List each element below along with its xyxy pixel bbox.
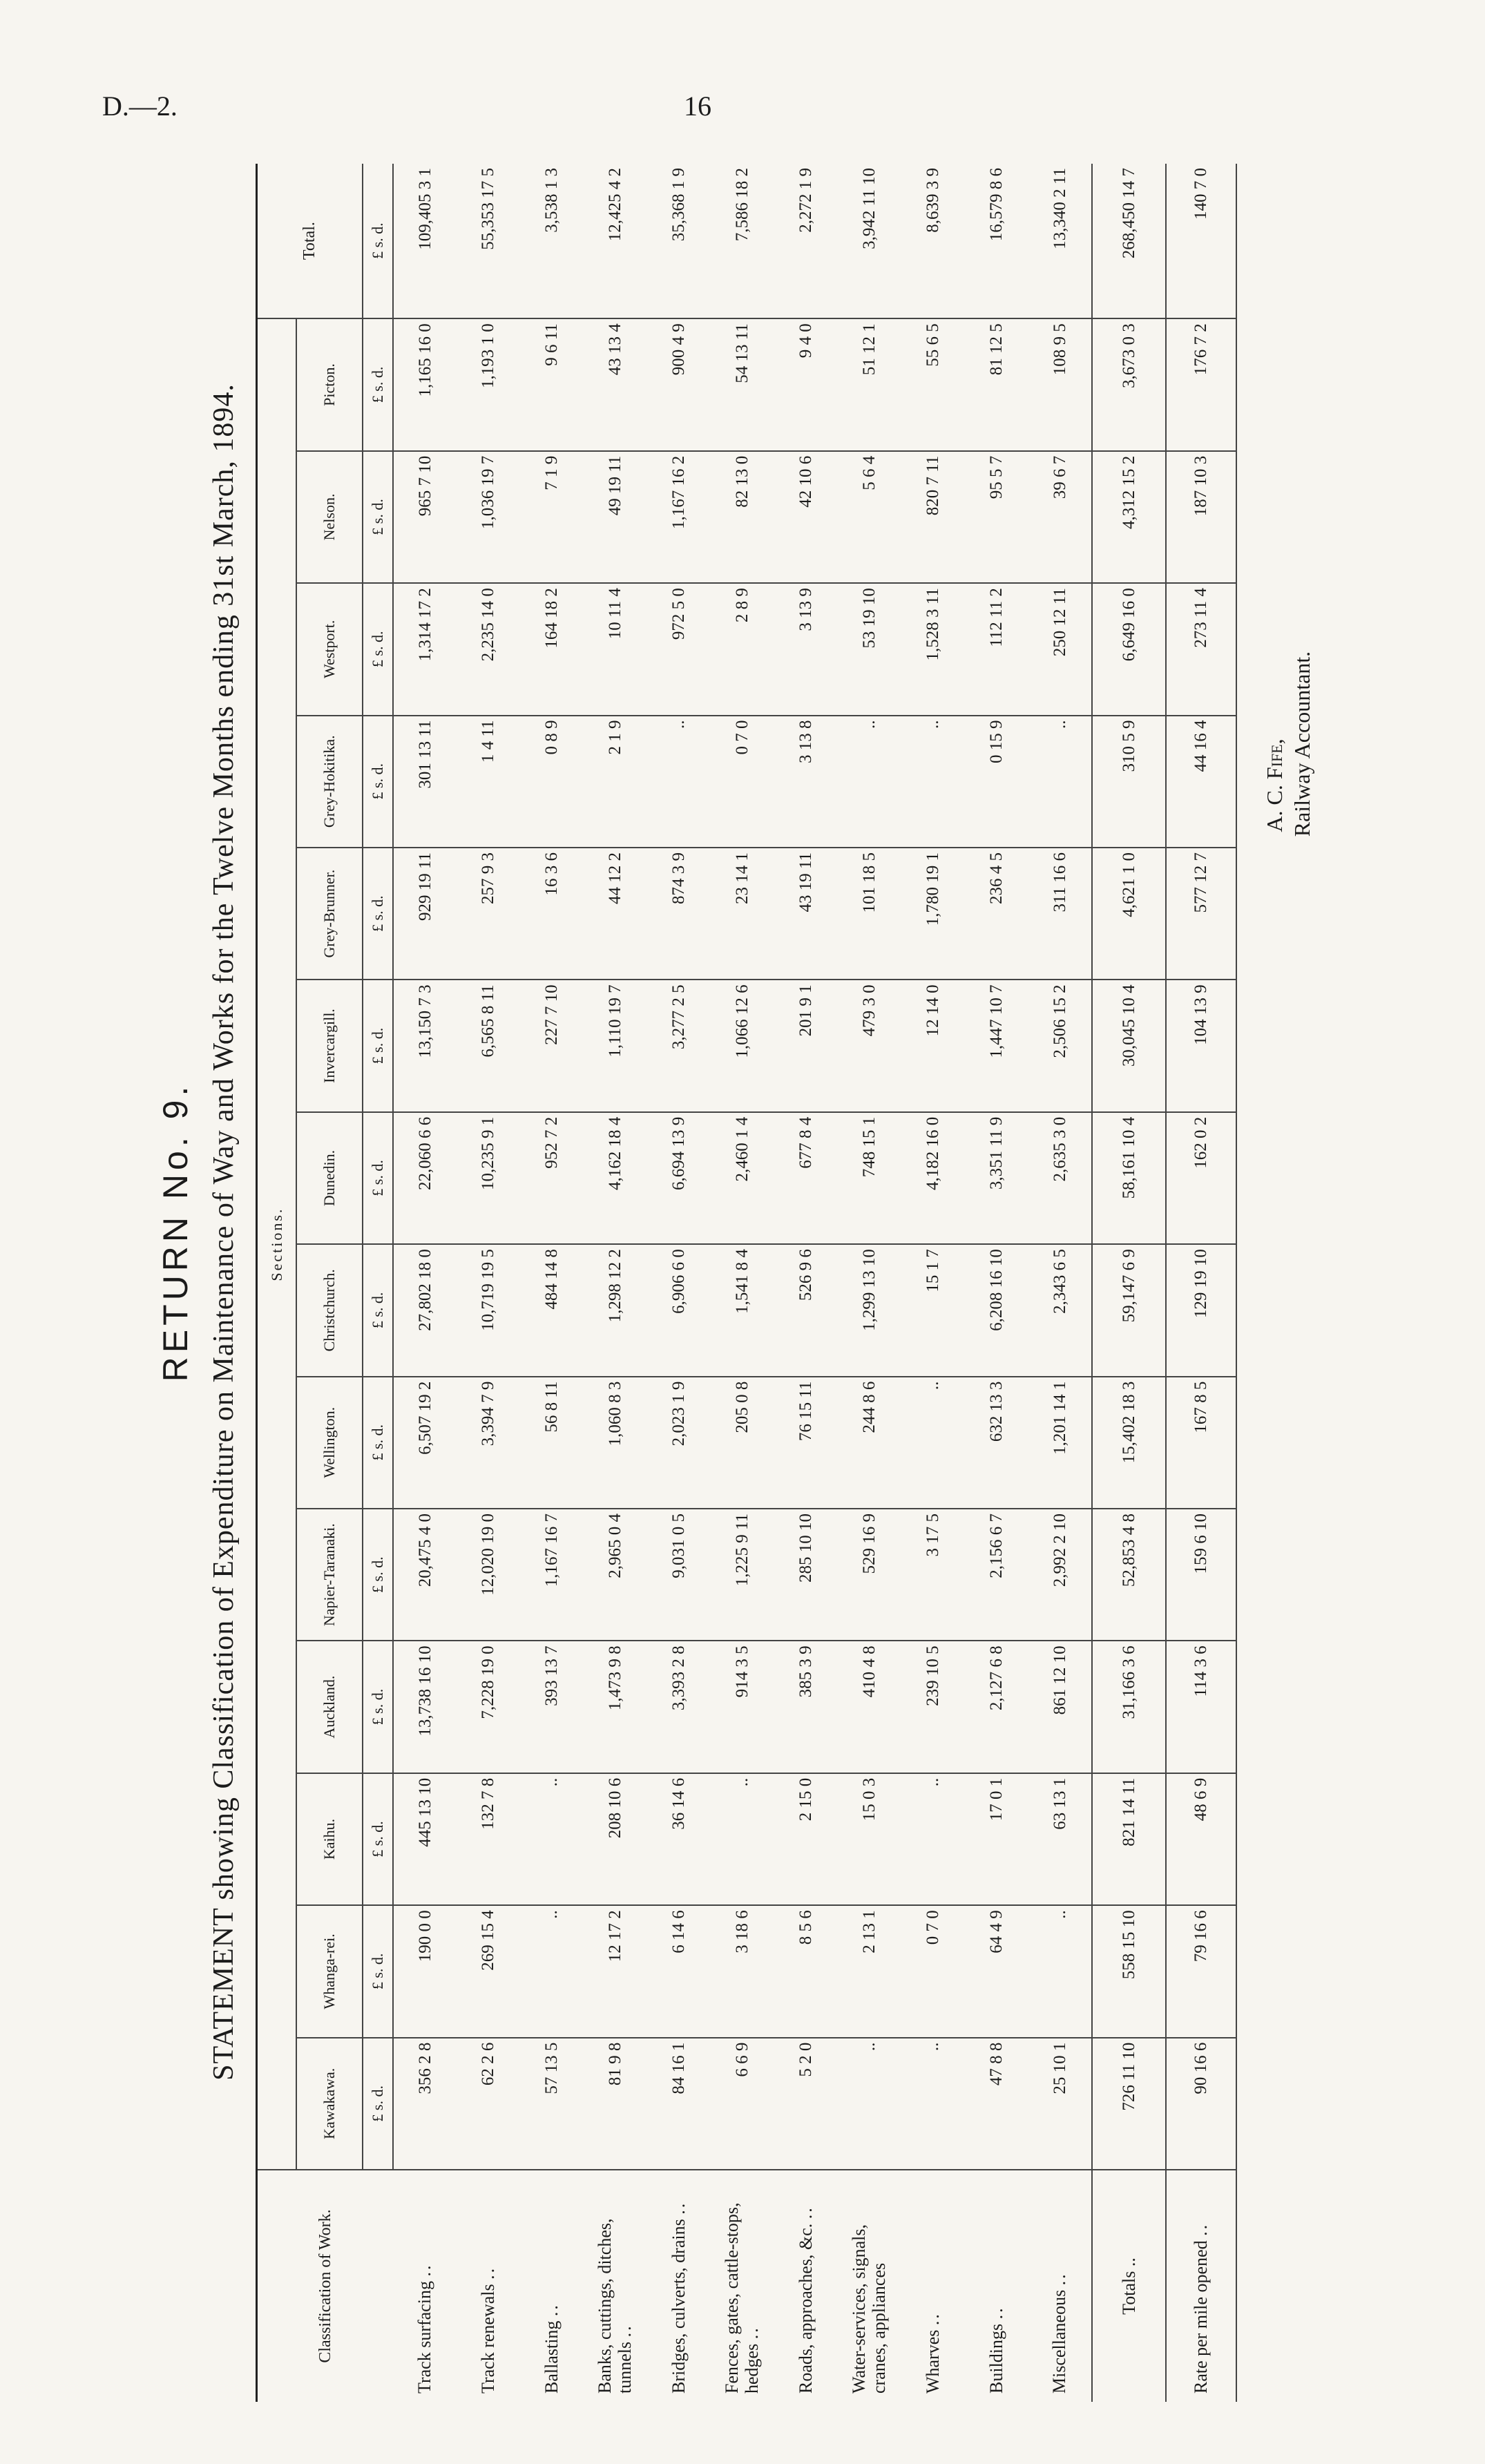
classification-header: Classification of Work.	[257, 2170, 394, 2402]
amount-cell: 44 16 4	[1166, 716, 1236, 848]
row-label	[647, 2170, 711, 2402]
amount-cell: 236 4 5	[965, 848, 1028, 980]
amount-cell: 1,541 8 4	[711, 1244, 774, 1376]
amount-cell: 10,719 19 5	[457, 1244, 520, 1376]
amount-cell: 1,473 9 8	[584, 1641, 647, 1773]
leader-dots: ..	[477, 2266, 498, 2280]
amount-cell: 285 10 10	[774, 1509, 838, 1641]
leader-dots: ..	[742, 2326, 762, 2340]
total-cell: 3,942 11 10	[838, 164, 901, 318]
amount-cell: 874 3 9	[647, 848, 711, 980]
amount-cell: 1,066 12 6	[711, 980, 774, 1111]
units-label: £ s. d.	[363, 1773, 393, 1905]
row-label	[584, 2170, 647, 2402]
amount-cell: 84 16 1	[669, 2042, 688, 2094]
amount-cell: 114 3 6	[1166, 1641, 1236, 1773]
section-header: Kaihu.	[296, 1773, 363, 1905]
amount-cell: 47 8 8	[987, 2042, 1006, 2086]
amount-cell: 64 4 9	[965, 1905, 1028, 2037]
amount-cell: 16 3 6	[520, 848, 584, 980]
amount-cell: 12 14 0	[901, 980, 965, 1111]
amount-cell: 208 10 6	[584, 1773, 647, 1905]
units-label: £ s. d.	[363, 1112, 393, 1244]
row-label-text: Miscellaneous	[1049, 2289, 1070, 2394]
amount-cell: 7 1 9	[520, 451, 584, 583]
total-cell: 2,272 1 9	[774, 164, 838, 318]
amount-cell: 484 14 8	[520, 1244, 584, 1376]
table-row	[711, 164, 774, 2402]
amount-cell: 10 11 4	[584, 583, 647, 715]
amount-cell: 129 19 10	[1166, 1244, 1236, 1376]
amount-cell: 577 12 7	[1166, 848, 1236, 980]
leader-dots: ..	[986, 2306, 1006, 2320]
amount-cell: 3,351 11 9	[965, 1112, 1028, 1244]
amount-cell: 1,298 12 2	[584, 1244, 647, 1376]
total-cell: 8,639 3 9	[901, 164, 965, 318]
section-header: Grey-Hokitika.	[296, 716, 363, 848]
amount-cell: 1,167 16 2	[647, 451, 711, 583]
amount-cell: 821 14 11	[1092, 1773, 1166, 1905]
row-label	[393, 2170, 457, 2402]
amount-cell: 36 14 6	[647, 1773, 711, 1905]
amount-cell: ..	[711, 1773, 774, 1905]
section-header: Nelson.	[296, 451, 363, 583]
amount-cell: 167 8 5	[1166, 1377, 1236, 1509]
amount-cell: 101 18 5	[838, 848, 901, 980]
total-cell: 35,368 1 9	[647, 164, 711, 318]
amount-cell: 239 10 5	[901, 1641, 965, 1773]
amount-cell: 3,673 0 3	[1092, 318, 1166, 451]
row-label-text: Buildings	[986, 2323, 1006, 2394]
amount-cell: 479 3 0	[838, 980, 901, 1111]
table-row	[647, 164, 711, 2402]
amount-cell: 49 19 11	[584, 451, 647, 583]
amount-cell: 929 19 11	[393, 848, 457, 980]
amount-cell: 2,460 1 4	[711, 1112, 774, 1244]
amount-cell: 529 16 9	[838, 1509, 901, 1641]
amount-cell: 205 0 8	[711, 1377, 774, 1509]
amount-cell: 526 9 6	[774, 1244, 838, 1376]
row-label-text: Bridges, culverts, drains	[668, 2219, 689, 2394]
amount-cell: 269 15 4	[457, 1905, 520, 2037]
amount-cell: 965 7 10	[393, 451, 457, 583]
amount-cell: 2,235 14 0	[457, 583, 520, 715]
table-row	[393, 164, 457, 2402]
signatory-name: A. C. Fife,	[1262, 738, 1287, 832]
amount-cell: 159 6 10	[1166, 1509, 1236, 1641]
amount-cell: 48 6 9	[1166, 1773, 1236, 1905]
amount-cell: 90 16 6	[1166, 2038, 1236, 2170]
row-label-text: Roads, approaches, &c.	[795, 2223, 816, 2394]
amount-cell: 3,277 2 5	[647, 980, 711, 1111]
row-label-text: Track surfacing	[414, 2281, 434, 2394]
amount-cell: 1,167 16 7	[520, 1509, 584, 1641]
expenditure-table	[256, 164, 1237, 2402]
amount-cell: 52,853 4 8	[1092, 1509, 1166, 1641]
amount-cell: 748 15 1	[838, 1112, 901, 1244]
section-header: Wellington.	[296, 1377, 363, 1509]
amount-cell: 273 11 4	[1166, 583, 1236, 715]
amount-cell: 0 8 9	[520, 716, 584, 848]
expenditure-table-wrap	[256, 164, 1237, 2402]
amount-cell: 3,394 7 9	[457, 1377, 520, 1509]
table-row	[965, 164, 1028, 2402]
amount-cell: 201 9 1	[774, 980, 838, 1111]
leader-dots: ..	[1118, 2257, 1139, 2267]
amount-cell: 1,314 17 2	[393, 583, 457, 715]
total-cell: 3,538 1 3	[520, 164, 584, 318]
amount-cell: 385 3 9	[774, 1641, 838, 1773]
amount-cell: 53 19 10	[838, 583, 901, 715]
leader-dots: ..	[795, 2206, 816, 2219]
total-cell: 12,425 4 2	[584, 164, 647, 318]
amount-cell: 311 16 6	[1028, 848, 1092, 980]
amount-cell: 2,965 0 4	[584, 1509, 647, 1641]
amount-cell: 43 19 11	[774, 848, 838, 980]
row-label	[1092, 2170, 1166, 2402]
amount-cell: 1,165 16 0	[393, 318, 457, 451]
amount-cell: ..	[923, 2042, 942, 2052]
table-row	[901, 164, 965, 2402]
amount-cell: 9,031 0 5	[647, 1509, 711, 1641]
amount-cell: 12,020 19 0	[457, 1509, 520, 1641]
amount-cell: 0 7 0	[901, 1905, 965, 2037]
amount-cell: 2,127 6 8	[965, 1641, 1028, 1773]
amount-cell: 244 8 6	[838, 1377, 901, 1509]
table-row	[457, 164, 520, 2402]
amount-cell: 900 4 9	[647, 318, 711, 451]
amount-cell: 393 13 7	[520, 1641, 584, 1773]
units-label: £ s. d.	[363, 716, 393, 848]
amount-cell: 445 13 10	[393, 1773, 457, 1905]
amount-cell: 6,649 16 0	[1092, 583, 1166, 715]
amount-cell: ..	[901, 1773, 965, 1905]
amount-cell: ..	[520, 1773, 584, 1905]
row-label	[838, 2170, 901, 2402]
amount-cell: 79 16 6	[1166, 1905, 1236, 2037]
amount-cell: 43 13 4	[584, 318, 647, 451]
amount-cell: 95 5 7	[965, 451, 1028, 583]
amount-cell: 15 0 3	[838, 1773, 901, 1905]
amount-cell: 55 6 5	[901, 318, 965, 451]
total-cell: 109,405 3 1	[393, 164, 457, 318]
amount-cell: 5 6 4	[838, 451, 901, 583]
row-label	[965, 2170, 1028, 2402]
amount-cell: ..	[647, 716, 711, 848]
amount-cell: 227 7 10	[520, 980, 584, 1111]
amount-cell: 5 2 0	[796, 2042, 815, 2077]
row-label-text: Ballasting	[541, 2320, 562, 2394]
amount-cell: 6,208 16 10	[965, 1244, 1028, 1376]
table-row	[520, 164, 584, 2402]
table-row	[1028, 164, 1092, 2402]
amount-cell: 13,738 16 10	[393, 1641, 457, 1773]
amount-cell: 108 9 5	[1028, 318, 1092, 451]
units-label: £ s. d.	[363, 980, 393, 1111]
amount-cell: 6,694 13 9	[647, 1112, 711, 1244]
leader-dots: ..	[615, 2324, 635, 2338]
amount-cell: 1 4 11	[457, 716, 520, 848]
amount-cell: 2,156 6 7	[965, 1509, 1028, 1641]
section-header: Auckland.	[296, 1641, 363, 1773]
section-header: Christchurch.	[296, 1244, 363, 1376]
amount-cell: 1,299 13 10	[838, 1244, 901, 1376]
table-row	[774, 164, 838, 2402]
row-label	[774, 2170, 838, 2402]
amount-cell: 164 18 2	[520, 583, 584, 715]
amount-cell: 3 17 5	[901, 1509, 965, 1641]
amount-cell: 27,802 18 0	[393, 1244, 457, 1376]
amount-cell: 59,147 6 9	[1092, 1244, 1166, 1376]
amount-cell: 17 0 1	[965, 1773, 1028, 1905]
amount-cell: 6,565 8 11	[457, 980, 520, 1111]
amount-cell: ..	[520, 1905, 584, 2037]
section-header: Dunedin.	[296, 1112, 363, 1244]
amount-cell: 81 12 5	[965, 318, 1028, 451]
row-label	[457, 2170, 520, 2402]
leader-dots: ..	[541, 2303, 562, 2317]
section-header: Invercargill.	[296, 980, 363, 1111]
amount-cell: 1,193 1 0	[457, 318, 520, 451]
amount-cell: 15,402 18 3	[1092, 1377, 1166, 1509]
amount-cell: 1,528 3 11	[901, 583, 965, 715]
amount-cell: 162 0 2	[1166, 1112, 1236, 1244]
section-header: Napier-Taranaki.	[296, 1509, 363, 1641]
units-label: £ s. d.	[363, 1641, 393, 1773]
amount-cell: 51 12 1	[838, 318, 901, 451]
row-label-text: Banks, cuttings, ditches, tunnels	[595, 2218, 635, 2394]
amount-cell: 6 6 9	[733, 2042, 751, 2077]
section-header: Whanga-rei.	[296, 1905, 363, 2037]
leader-dots: ..	[1190, 2222, 1211, 2236]
amount-cell: 4,312 15 2	[1092, 451, 1166, 583]
signatory-role: Railway Accountant.	[1290, 651, 1314, 837]
row-label	[901, 2170, 965, 2402]
amount-cell: 76 15 11	[774, 1377, 838, 1509]
amount-cell: 15 1 7	[901, 1244, 965, 1376]
row-label-text: Water-services, signals, cranes, appliances	[849, 2224, 889, 2394]
amount-cell: 81 9 8	[606, 2042, 624, 2086]
amount-cell: 42 10 6	[774, 451, 838, 583]
row-label-text: Track renewals	[477, 2284, 498, 2394]
table-row	[838, 164, 901, 2402]
amount-cell: 3 13 8	[774, 716, 838, 848]
amount-cell: 187 10 3	[1166, 451, 1236, 583]
amount-cell: 6,906 6 0	[647, 1244, 711, 1376]
row-label-text: Rate per mile opened	[1190, 2240, 1211, 2394]
row-label-text: Wharves	[922, 2329, 943, 2394]
table-row	[584, 164, 647, 2402]
amount-cell: 3 13 9	[774, 583, 838, 715]
amount-cell: 58,161 10 4	[1092, 1112, 1166, 1244]
amount-cell: 952 7 2	[520, 1112, 584, 1244]
amount-cell: 410 4 8	[838, 1641, 901, 1773]
amount-cell: 56 8 11	[520, 1377, 584, 1509]
units-label: £ s. d.	[363, 1377, 393, 1509]
leader-dots: ..	[414, 2263, 434, 2277]
amount-cell: 1,060 8 3	[584, 1377, 647, 1509]
rate-row	[1166, 164, 1236, 2402]
amount-cell: 1,225 9 11	[711, 1509, 774, 1641]
amount-cell: 2,023 1 9	[647, 1377, 711, 1509]
row-label	[520, 2170, 584, 2402]
return-title: RETURN No. 9.	[156, 1082, 195, 1382]
amount-cell: 301 13 11	[393, 716, 457, 848]
amount-cell: 63 13 1	[1028, 1773, 1092, 1905]
row-label	[1166, 2170, 1236, 2402]
amount-cell: 677 8 4	[774, 1112, 838, 1244]
sections-header: Sections.	[257, 318, 297, 2170]
amount-cell: 9 6 11	[520, 318, 584, 451]
units-label: £ s. d.	[363, 848, 393, 980]
amount-cell: 1,780 19 1	[901, 848, 965, 980]
statement-subtitle: STATEMENT showing Classification of Expenditure on Maintenance of Way and Works for the Twelve Months ending 31st March, 1894.	[208, 383, 240, 2081]
amount-cell: 2 8 9	[711, 583, 774, 715]
amount-cell: ..	[838, 716, 901, 848]
amount-cell: 3,393 2 8	[647, 1641, 711, 1773]
amount-cell: 558 15 10	[1092, 1905, 1166, 2037]
units-label: £ s. d.	[363, 1509, 393, 1641]
amount-cell: 2 1 9	[584, 716, 647, 848]
amount-cell: 726 11 10	[1092, 2038, 1166, 2170]
amount-cell: 2,992 2 10	[1028, 1509, 1092, 1641]
amount-cell: 82 13 0	[711, 451, 774, 583]
total-cell: 268,450 14 7	[1092, 164, 1166, 318]
total-cell: 13,340 2 11	[1028, 164, 1092, 318]
units-label: £ s. d.	[363, 583, 393, 715]
amount-cell: 176 7 2	[1166, 318, 1236, 451]
section-header: Kawakawa.	[296, 2038, 363, 2170]
amount-cell: 356 2 8	[415, 2042, 434, 2094]
amount-cell: 25 10 1	[1050, 2042, 1069, 2094]
amount-cell: 190 0 0	[393, 1905, 457, 2037]
amount-cell: 10,235 9 1	[457, 1112, 520, 1244]
totals-row	[1092, 164, 1166, 2402]
signature-block	[1261, 516, 1316, 1055]
row-label	[711, 2170, 774, 2402]
amount-cell: 1,201 14 1	[1028, 1377, 1092, 1509]
amount-cell: 861 12 10	[1028, 1641, 1092, 1773]
amount-cell: 20,475 4 0	[393, 1509, 457, 1641]
amount-cell: 6 14 6	[647, 1905, 711, 2037]
amount-cell: 4,621 1 0	[1092, 848, 1166, 980]
amount-cell: 0 15 9	[965, 716, 1028, 848]
amount-cell: ..	[1028, 1905, 1092, 2037]
amount-cell: 4,182 16 0	[901, 1112, 965, 1244]
amount-cell: ..	[901, 716, 965, 848]
amount-cell: 54 13 11	[711, 318, 774, 451]
amount-cell: 257 9 3	[457, 848, 520, 980]
amount-cell: 57 13 5	[542, 2042, 561, 2094]
amount-cell: 250 12 11	[1028, 583, 1092, 715]
units-label: £ s. d.	[363, 318, 393, 451]
amount-cell: 7,228 19 0	[457, 1641, 520, 1773]
total-cell: 7,586 18 2	[711, 164, 774, 318]
units-label: £ s. d.	[363, 164, 393, 318]
amount-cell: 310 5 9	[1092, 716, 1166, 848]
amount-cell: 4,162 18 4	[584, 1112, 647, 1244]
amount-cell: 3 18 6	[711, 1905, 774, 2037]
amount-cell: 1,447 10 7	[965, 980, 1028, 1111]
units-label: £ s. d.	[363, 2038, 393, 2170]
amount-cell: 914 3 5	[711, 1641, 774, 1773]
amount-cell: 39 6 7	[1028, 451, 1092, 583]
units-label: £ s. d.	[363, 1905, 393, 2037]
row-label-text: Fences, gates, cattle-stops, hedges	[722, 2202, 762, 2394]
amount-cell: 22,060 6 6	[393, 1112, 457, 1244]
amount-cell: 44 12 2	[584, 848, 647, 980]
amount-cell: 972 5 0	[647, 583, 711, 715]
amount-cell: 1,110 19 7	[584, 980, 647, 1111]
amount-cell: ..	[901, 1377, 965, 1509]
amount-cell: 2,635 3 0	[1028, 1112, 1092, 1244]
amount-cell: ..	[1028, 716, 1092, 848]
amount-cell: 2 13 1	[838, 1905, 901, 2037]
amount-cell: 0 7 0	[711, 716, 774, 848]
amount-cell: 8 5 6	[774, 1905, 838, 2037]
amount-cell: 2 15 0	[774, 1773, 838, 1905]
amount-cell: 13,150 7 3	[393, 980, 457, 1111]
section-header: Grey-Brunner.	[296, 848, 363, 980]
page-number: 16	[684, 90, 711, 122]
amount-cell: 132 7 8	[457, 1773, 520, 1905]
amount-cell: 30,045 10 4	[1092, 980, 1166, 1111]
amount-cell: 6,507 19 2	[393, 1377, 457, 1509]
amount-cell: 12 17 2	[584, 1905, 647, 2037]
row-label	[1028, 2170, 1092, 2402]
amount-cell: 632 13 3	[965, 1377, 1028, 1509]
amount-cell: 1,036 19 7	[457, 451, 520, 583]
amount-cell: 112 11 2	[965, 583, 1028, 715]
amount-cell: 9 4 0	[774, 318, 838, 451]
amount-cell: 104 13 9	[1166, 980, 1236, 1111]
leader-dots: ..	[922, 2312, 943, 2326]
total-cell: 55,353 17 5	[457, 164, 520, 318]
page-code: D.—2.	[102, 90, 178, 122]
total-cell: 140 7 0	[1166, 164, 1236, 318]
units-label: £ s. d.	[363, 1244, 393, 1376]
row-label-text: Totals	[1118, 2271, 1139, 2315]
section-header: Westport.	[296, 583, 363, 715]
units-label: £ s. d.	[363, 451, 393, 583]
total-cell: 16,579 8 6	[965, 164, 1028, 318]
amount-cell: ..	[860, 2042, 879, 2052]
amount-cell: 31,166 3 6	[1092, 1641, 1166, 1773]
leader-dots: ..	[668, 2201, 689, 2215]
amount-cell: 62 2 6	[479, 2042, 497, 2086]
amount-cell: 2,343 6 5	[1028, 1244, 1092, 1376]
amount-cell: 820 7 11	[901, 451, 965, 583]
section-header: Picton.	[296, 318, 363, 451]
leader-dots: ..	[1049, 2272, 1070, 2286]
amount-cell: 2,506 15 2	[1028, 980, 1092, 1111]
amount-cell: 23 14 1	[711, 848, 774, 980]
total-header: Total.	[257, 164, 363, 318]
